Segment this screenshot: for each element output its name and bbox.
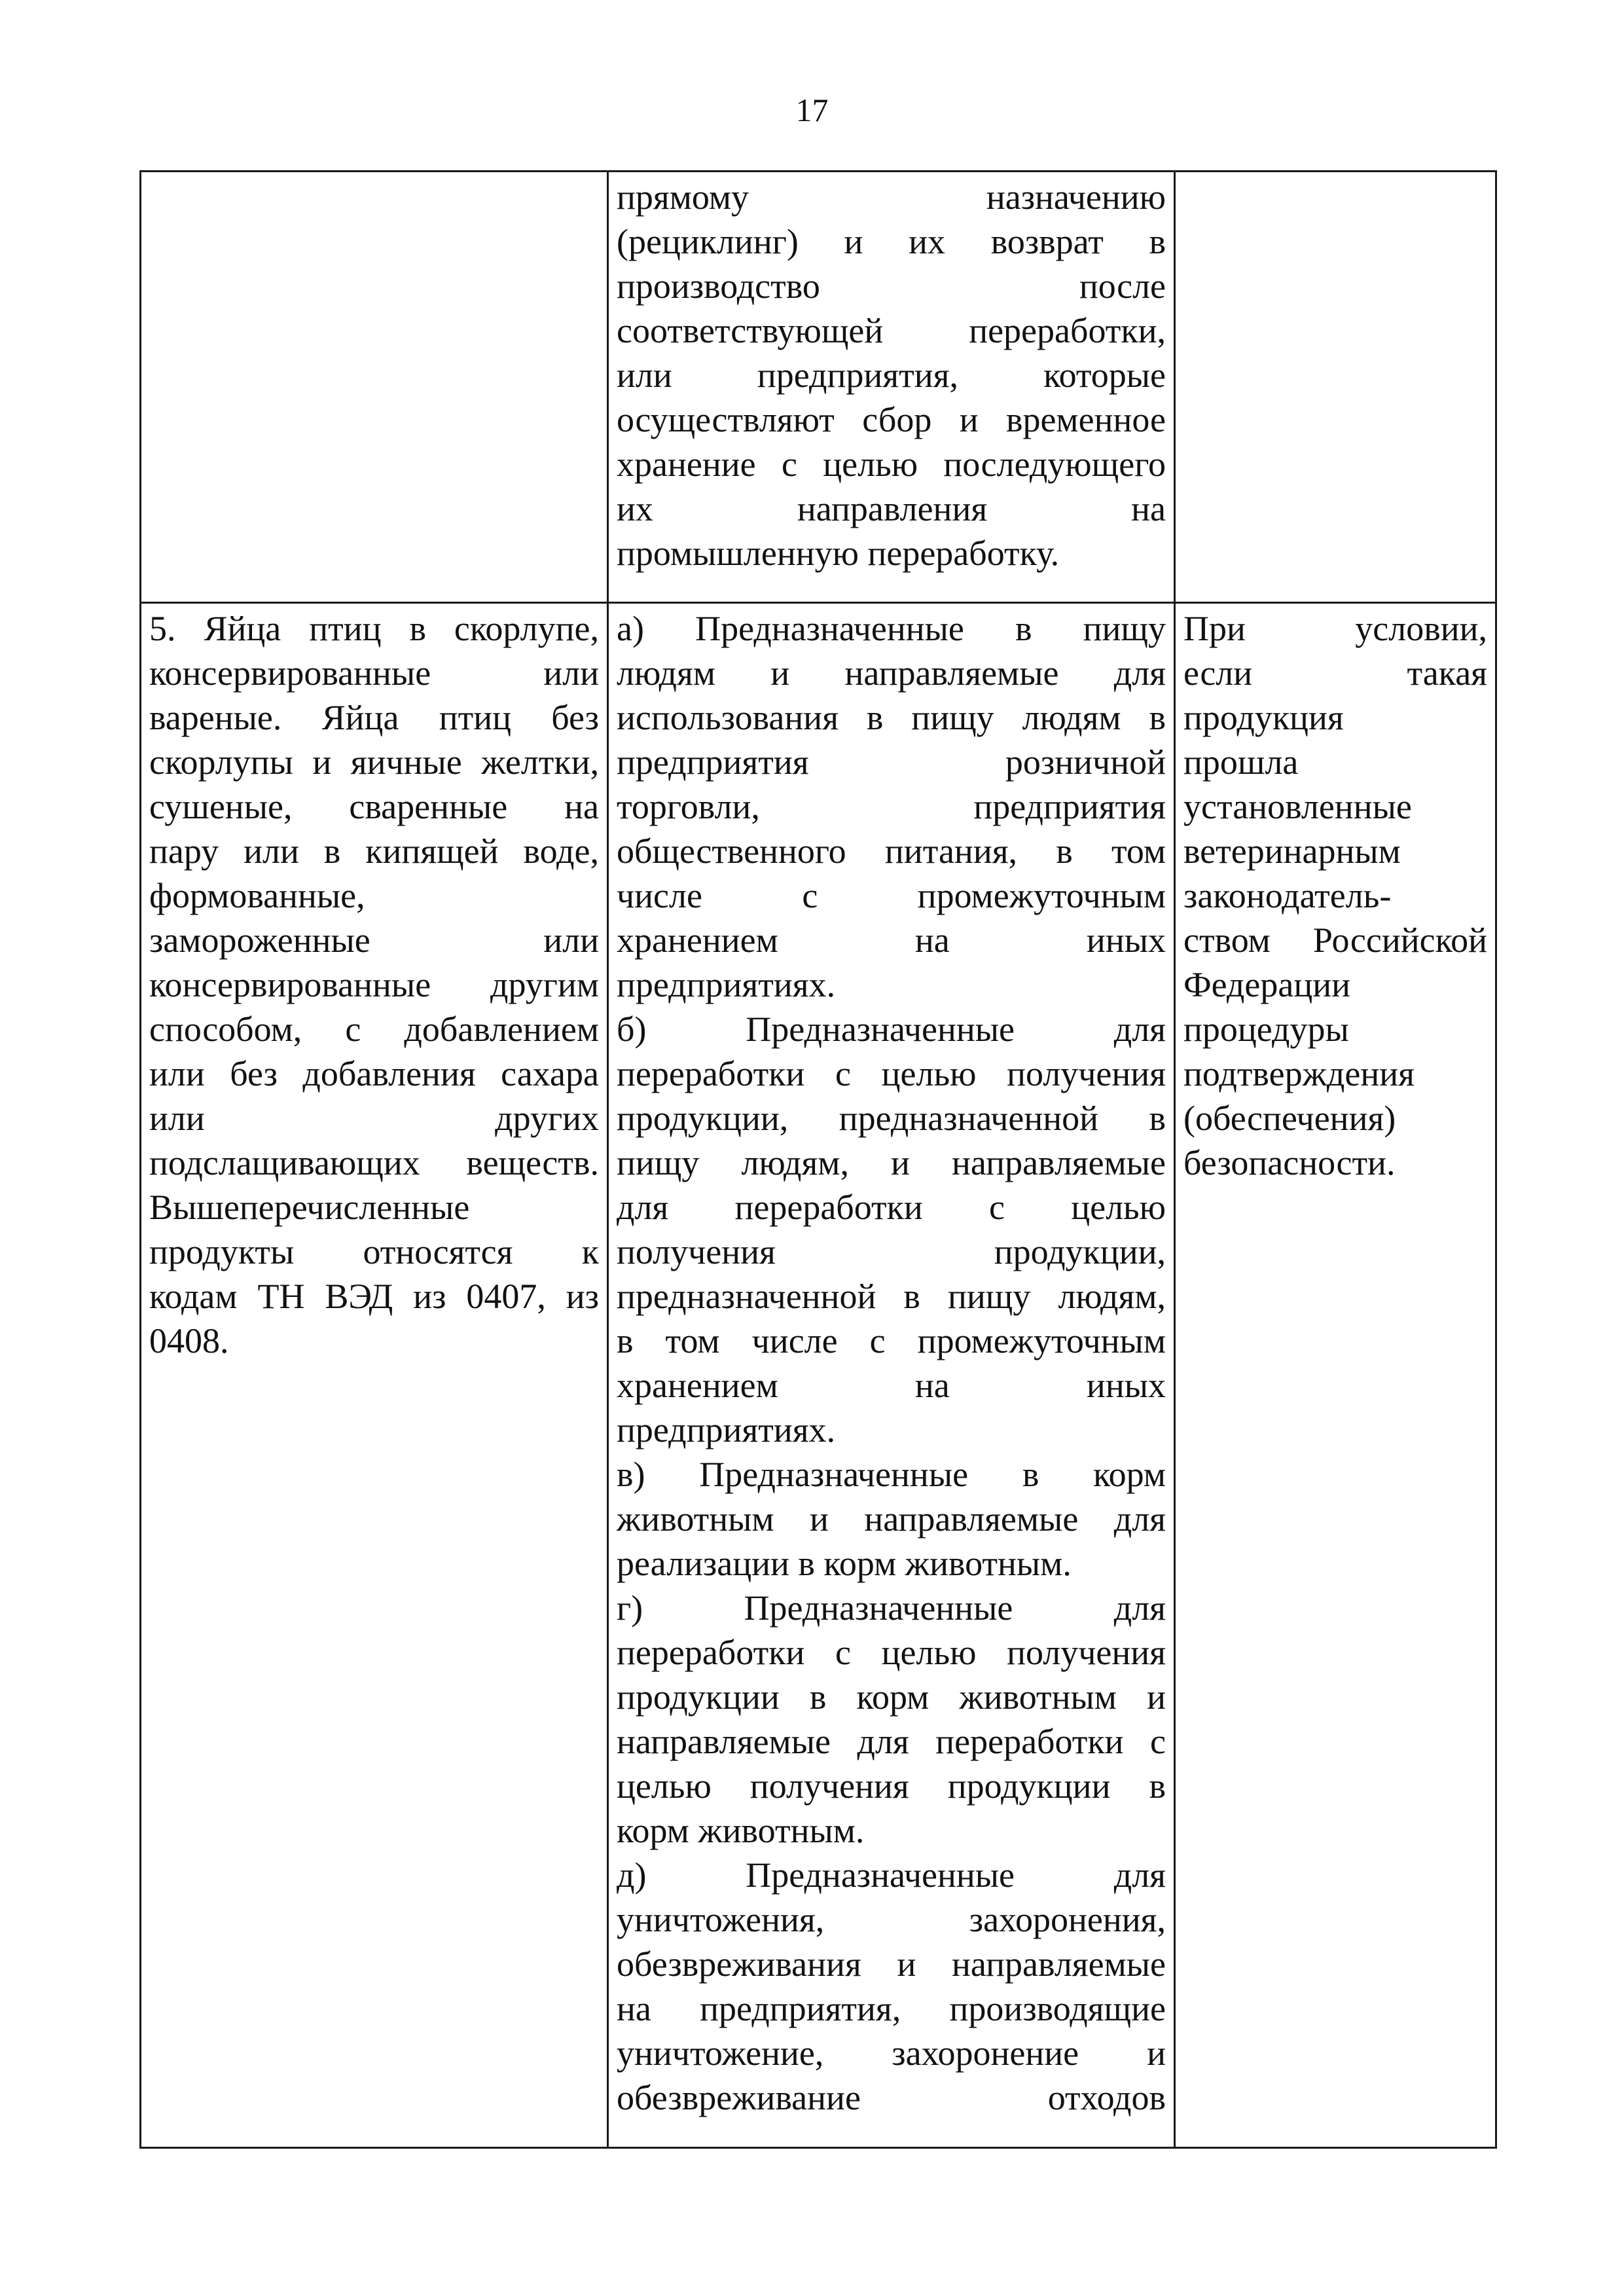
text-line: ством Российской [1183, 920, 1487, 960]
text-line: обезвреживания и направляемые [617, 1944, 1166, 1984]
purpose-paragraph [617, 1452, 1166, 1586]
document-table [139, 170, 1497, 2149]
text-line: консервированные или [149, 653, 599, 693]
text-line: общественного питания, в том [617, 831, 1166, 871]
text-line: направляемые для переработки с [617, 1722, 1166, 1761]
text-line: уничтожение, захоронение и [617, 2033, 1166, 2073]
text-line: предприятия розничной [617, 742, 1166, 782]
text-line: уничтожения, захоронения, [617, 1900, 1166, 1939]
text-line: или без добавления сахара [149, 1054, 599, 1093]
table-row [141, 603, 1496, 2148]
text-line: (обеспечения) [1183, 1099, 1396, 1138]
text-line: продукции, предназначенной в [617, 1099, 1166, 1138]
text-line: д) Предназначенные для [617, 1855, 1166, 1895]
text-line: вареные. Яйца птиц без [149, 698, 599, 737]
purpose-paragraph [617, 1853, 1166, 2120]
text-line: торговли, предприятия [617, 787, 1166, 826]
text-line: хранением на иных [617, 1366, 1166, 1405]
table-cell-condition [1175, 603, 1496, 2148]
text-line: При условии, [1183, 609, 1487, 648]
text-line: если такая [1183, 653, 1487, 693]
text-line: процедуры [1183, 1010, 1349, 1049]
text-line: г) Предназначенные для [617, 1588, 1166, 1628]
text-line: замороженные или [149, 920, 599, 960]
text-line: прямому назначению [617, 177, 1166, 217]
text-line: Федерации [1183, 965, 1351, 1004]
text-line: пищу людям, и направляемые [617, 1143, 1166, 1182]
text-line: на предприятия, производящие [617, 1989, 1166, 2028]
text-line: пару или в кипящей воде, [149, 831, 599, 871]
text-line: переработки с целью получения [617, 1633, 1166, 1672]
text-line: 5. Яйца птиц в скорлупе, [149, 609, 599, 648]
text-line: продукты относятся к [149, 1232, 599, 1271]
text-line: прошла [1183, 742, 1299, 782]
table-cell-product [141, 172, 608, 603]
text-line: законодатель- [1183, 876, 1392, 915]
text-line: продукции в корм животным и [617, 1677, 1166, 1717]
text-line: числе с промежуточным [617, 876, 1166, 915]
text-line: предназначенной в пищу людям, [617, 1277, 1166, 1316]
text-line: для переработки с целью [617, 1188, 1166, 1227]
table-cell-product [141, 603, 608, 2148]
text-line: скорлупы и яичные желтки, [149, 742, 599, 782]
text-line: хранением на иных [617, 920, 1166, 960]
text-line: получения продукции, [617, 1232, 1166, 1271]
text-line: целью получения продукции в [617, 1766, 1166, 1806]
text-line: подслащивающих веществ. [149, 1143, 599, 1182]
text-line: использования в пищу людям в [617, 698, 1166, 737]
text-line: обезвреживание отходов [617, 2078, 1166, 2117]
text-line: в) Предназначенные в корм [617, 1455, 1166, 1494]
text-line: производство после [617, 266, 1166, 306]
text-line: промышленную переработку. [617, 534, 1060, 573]
table-cell-condition [1175, 172, 1496, 603]
text-line: а) Предназначенные в пищу [617, 609, 1166, 648]
text-line: животным и направляемые для [617, 1499, 1166, 1539]
text-line: реализации в корм животным. [617, 1544, 1072, 1583]
purpose-paragraph [617, 606, 1166, 1007]
text-line: предприятиях. [617, 965, 836, 1004]
page-number: 17 [795, 92, 829, 128]
text-line: формованные, [149, 876, 365, 915]
text-line: или предприятия, которые [617, 355, 1166, 395]
text-line: подтверждения [1183, 1054, 1415, 1093]
text-line: б) Предназначенные для [617, 1010, 1166, 1049]
text-line: 0408. [149, 1321, 229, 1360]
text-line: способом, с добавлением [149, 1010, 599, 1049]
table-cell-purpose [608, 172, 1175, 603]
text-line: ветеринарным [1183, 831, 1401, 871]
table-cell-purpose [608, 603, 1175, 2148]
text-line: людям и направляемые для [617, 653, 1166, 693]
text-line: (рециклинг) и их возврат в [617, 222, 1166, 261]
text-line: их направления на [617, 489, 1166, 528]
text-line: корм животным. [617, 1811, 865, 1850]
text-line: сушеные, сваренные на [149, 787, 599, 826]
purpose-paragraph [617, 1007, 1166, 1452]
text-line: или других [149, 1099, 599, 1138]
text-line: соответствующей переработки, [617, 311, 1166, 350]
purpose-paragraph [617, 1586, 1166, 1853]
text-line: кодам ТН ВЭД из 0407, из [149, 1277, 599, 1316]
text-line: установленные [1183, 787, 1412, 826]
text-line: Вышеперечисленные [149, 1188, 470, 1227]
text-line: консервированные другим [149, 965, 599, 1004]
table-row [141, 172, 1496, 603]
text-line: осуществляют сбор и временное [617, 400, 1166, 439]
text-line: продукция [1183, 698, 1344, 737]
text-line: переработки с целью получения [617, 1054, 1166, 1093]
text-line: безопасности. [1183, 1143, 1396, 1182]
text-line: в том числе с промежуточным [617, 1321, 1166, 1360]
text-line: предприятиях. [617, 1410, 836, 1449]
text-line: хранение с целью последующего [617, 445, 1166, 484]
